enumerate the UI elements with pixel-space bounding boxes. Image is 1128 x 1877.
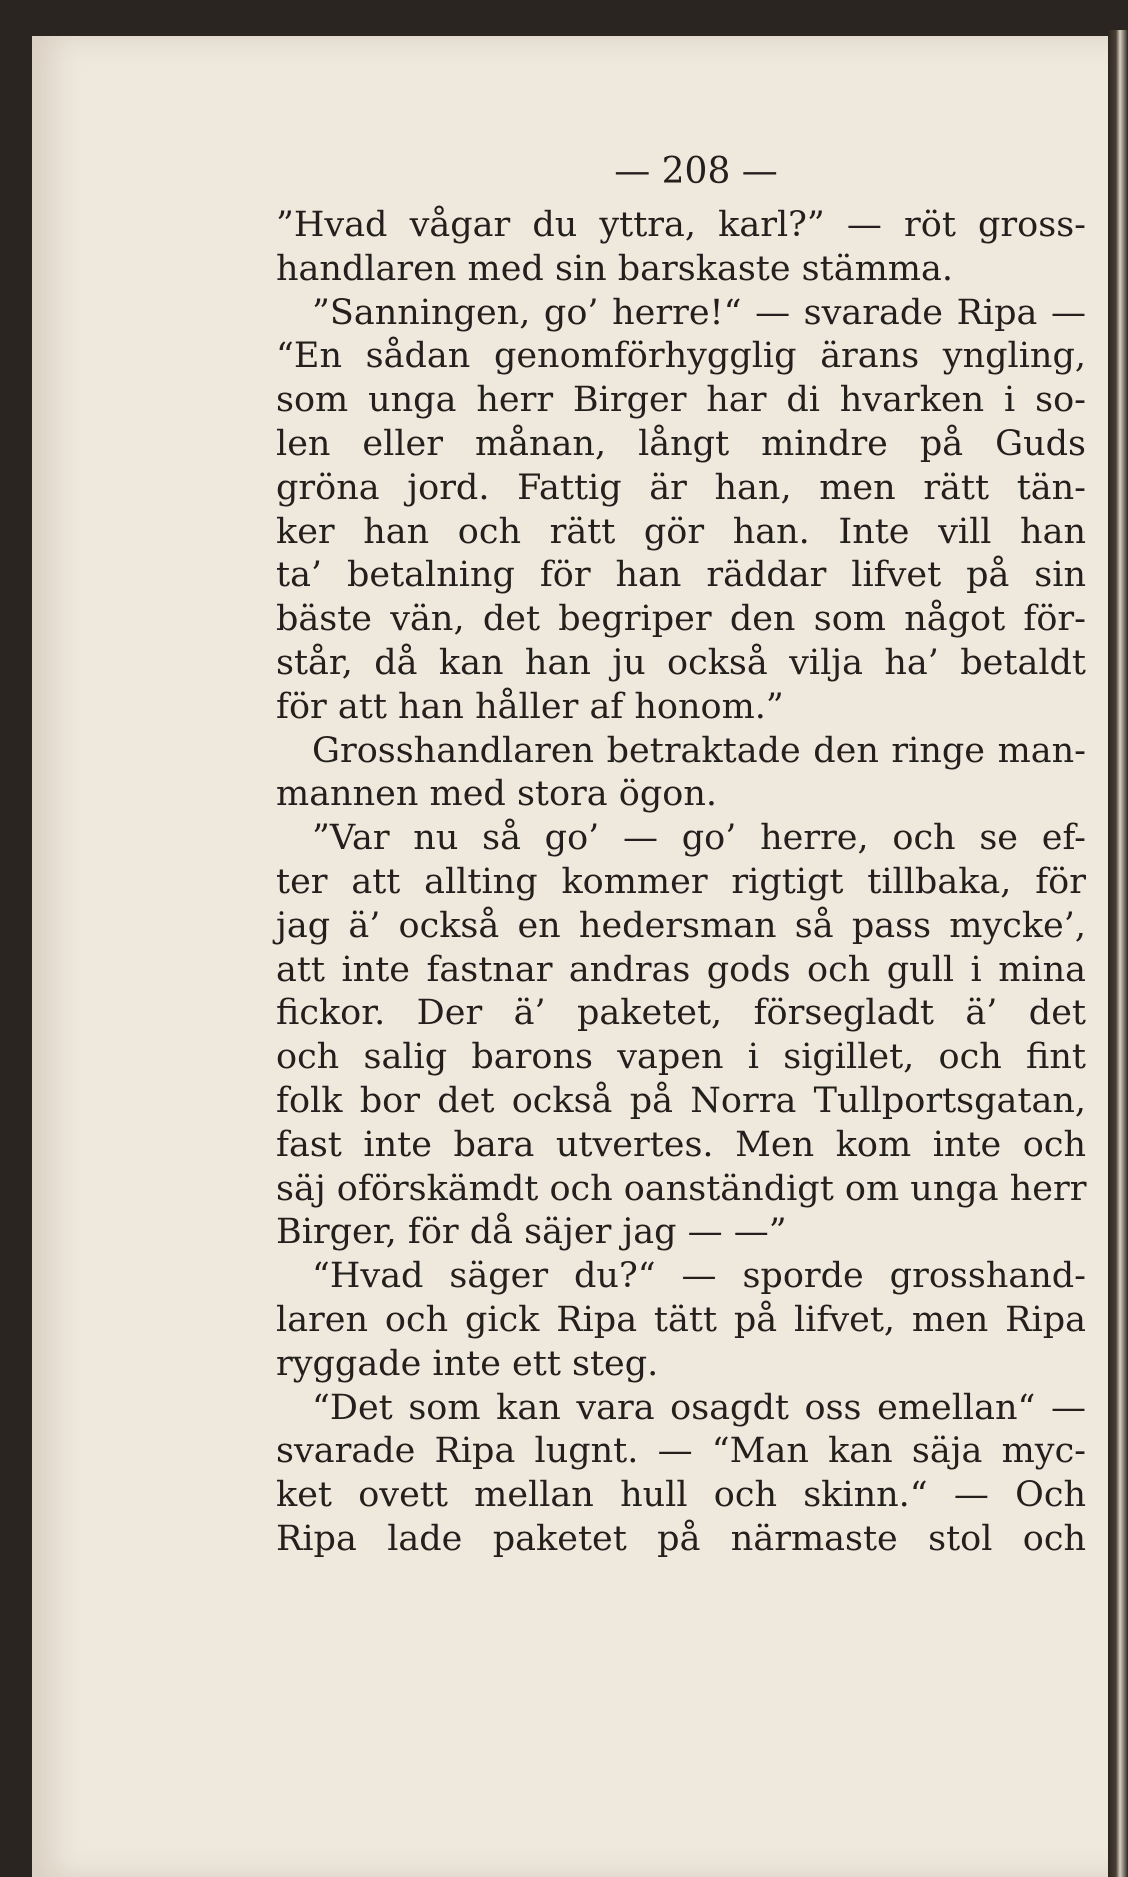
text-line: för att han håller af honom.” — [276, 686, 784, 727]
text-line: säj oförskämdt och oanständigt om unga herr — [276, 1168, 1087, 1209]
text-line: laren och gick Ripa tätt på lifvet, men Ripa — [276, 1299, 1086, 1340]
text-line: ker han och rätt gör han. Inte vill han — [276, 511, 1086, 552]
text-line: bäste vän, det begriper den som något för- — [276, 599, 1086, 640]
text-line: att inte fastnar andras gods och gull i mina — [276, 949, 1086, 990]
text-line: står, då kan han ju också vilja ha’ betaldt — [276, 642, 1086, 683]
text-line: “Hvad säger du?“ — sporde grosshand- — [312, 1256, 1086, 1297]
text-line: ”Sanningen, go’ herre!“ — svarade Ripa — — [312, 292, 1086, 333]
page-edge — [1108, 30, 1128, 1877]
text-line: “Det som kan vara osagdt oss emellan“ — — [312, 1387, 1086, 1428]
text-line: Grosshandlaren betraktade den ringe man- — [312, 730, 1086, 771]
text-line: och salig barons vapen i sigillet, och fint — [276, 1037, 1086, 1078]
text-line: ”Var nu så go’ — go’ herre, och se ef- — [312, 818, 1086, 859]
text-line: ”Hvad vågar du yttra, karl?” — röt gross- — [276, 205, 1086, 245]
page-text-block — [276, 150, 1086, 1562]
text-lines — [276, 204, 1086, 1562]
text-line: ta’ betalning för han räddar lifvet på sin — [276, 555, 1086, 596]
text-line: Ripa lade paketet på närmaste stol och — [276, 1518, 1086, 1559]
text-line: gröna jord. Fattig är han, men rätt tän- — [276, 467, 1086, 508]
text-line: mannen med stora ögon. — [276, 774, 717, 815]
text-line: fast inte bara utvertes. Men kom inte och — [276, 1124, 1086, 1165]
text-line: jag ä’ också en hedersman så pass mycke’, — [276, 905, 1086, 946]
text-line: len eller månan, långt mindre på Guds — [276, 423, 1086, 464]
text-line: svarade Ripa lugnt. — “Man kan säja myc- — [276, 1431, 1086, 1472]
text-line: ter att allting kommer rigtigt tillbaka, för — [276, 861, 1086, 902]
text-line: handlaren med sin barskaste stämma. — [276, 248, 953, 289]
page-number: — 208 — — [614, 151, 778, 192]
text-line: “En sådan genomförhygglig ärans yngling, — [276, 336, 1086, 377]
text-line: ket ovett mellan hull och skinn.“ — Och — [276, 1475, 1086, 1516]
text-line: som unga herr Birger har di hvarken i so- — [276, 380, 1086, 421]
text-line: Birger, för då säjer jag — —” — [276, 1212, 787, 1253]
text-line: folk bor det också på Norra Tullportsgatan, — [276, 1080, 1086, 1121]
text-line: fickor. Der ä’ paketet, försegladt ä’ det — [276, 993, 1086, 1034]
text-line: ryggade inte ett steg. — [276, 1343, 659, 1384]
